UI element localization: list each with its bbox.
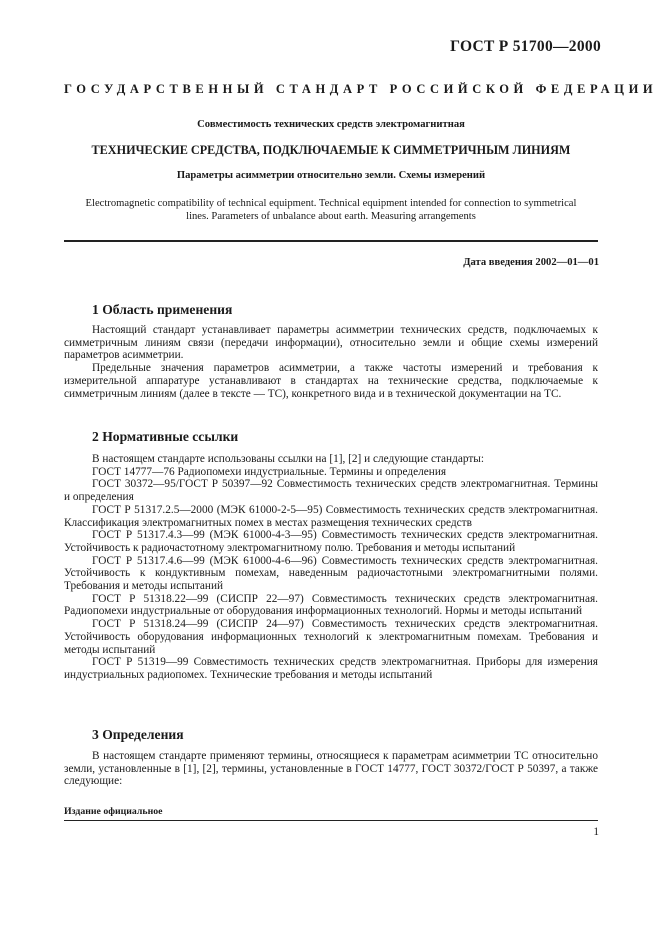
english-title-line: lines. Parameters of unbalance about earth. Measuring arrangements (186, 210, 476, 222)
reference-item: ГОСТ 14777—76 Радиопомехи индустриальные. Термины и определения (92, 465, 447, 478)
document-code: ГОСТ Р 51700—2000 (450, 38, 601, 55)
page-number: 1 (593, 826, 599, 838)
footer-divider (64, 820, 598, 821)
paragraph: Предельные значения параметров асимметрии, а также частоты измерений и требования к измерительной аппаратуре устанавливают в стандартах на технические средства, подключаемые к симметричным линиям (далее в тексте — ТС), конкретного вида и в технической документации на ТС. (64, 362, 598, 400)
paragraph: В настоящем стандарте применяют термины, относящиеся к параметрам асимметрии ТС относительно земли, установленные в [1], [2], термины, установленные в ГОСТ 14777, ГОСТ 30372/ГОСТ Р 50397, а также следующие: (64, 750, 598, 788)
edition-note: Издание официальное (64, 806, 163, 817)
reference-item: ГОСТ Р 51317.2.5—2000 (МЭК 61000-2-5—95) Совместимость технических средств электромагнитная. Классификация электромагнитных помех в местах размещения технических средств (64, 503, 598, 529)
section-body (64, 750, 598, 788)
state-standard-heading: ГОСУДАРСТВЕННЫЙ СТАНДАРТ РОССИЙСКОЙ ФЕДЕРАЦИИ (64, 82, 658, 96)
standard-group-title: Совместимость технических средств электромагнитная (197, 119, 465, 130)
paragraph: Настоящий стандарт устанавливает параметры асимметрии технических средств, подключаемых к симметричным линиям связи (передачи информации), относительно земли и общие схемы измерений параметров асимметрии. (64, 324, 598, 362)
section-body (64, 453, 598, 682)
reference-item: ГОСТ Р 51317.4.6—99 (МЭК 61000-4-6—96) Совместимость технических средств электромагнитная. Устойчивость к кондуктивным помехам, наведенным радиочастотными электромагнитными полями. Требования и методы испытаний (64, 554, 598, 593)
title-divider (64, 240, 598, 242)
english-title (64, 198, 598, 223)
section-heading: 1 Область применения (92, 302, 233, 317)
reference-item: ГОСТ Р 51318.24—99 (СИСПР 24—97) Совместимость технических средств электромагнитная. Устойчивость оборудования информационных технологий к электромагнитным помехам. Требования и методы испытаний (64, 618, 598, 656)
reference-item: ГОСТ Р 51319—99 Совместимость технических средств электромагнитная. Приборы для измерения индустриальных радиопомех. Технические требования и методы испытаний (64, 656, 598, 681)
reference-item: ГОСТ 30372—95/ГОСТ Р 50397—92 Совместимость технических средств электромагнитная. Термины и определения (64, 478, 598, 504)
standard-subtitle: Параметры асимметрии относительно земли. Схемы измерений (176, 170, 486, 181)
section-heading: 3 Определения (92, 727, 184, 742)
english-title-line: Electromagnetic compatibility of technical equipment. Technical equipment intended for connection to symmetrical (85, 198, 577, 209)
section-body (64, 324, 598, 400)
standard-main-title: ТЕХНИЧЕСКИЕ СРЕДСТВА, ПОДКЛЮЧАЕМЫЕ К СИММЕТРИЧНЫМ ЛИНИЯМ (91, 143, 571, 157)
reference-item: ГОСТ Р 51317.4.3—99 (МЭК 61000-4-3—95) Совместимость технических средств электромагнитная. Устойчивость к радиочастотному электромагнитному полю. Требования и методы испытаний (64, 529, 598, 554)
reference-item: ГОСТ Р 51318.22—99 (СИСПР 22—97) Совместимость технических средств электромагнитная. Радиопомехи индустриальные от оборудования информационных технологий. Нормы и методы испытаний (64, 592, 598, 618)
introduction-date: Дата введения 2002—01—01 (463, 257, 599, 268)
section-heading: 2 Нормативные ссылки (92, 429, 239, 444)
paragraph: В настоящем стандарте использованы ссылки на [1], [2] и следующие стандарты: (92, 453, 485, 465)
